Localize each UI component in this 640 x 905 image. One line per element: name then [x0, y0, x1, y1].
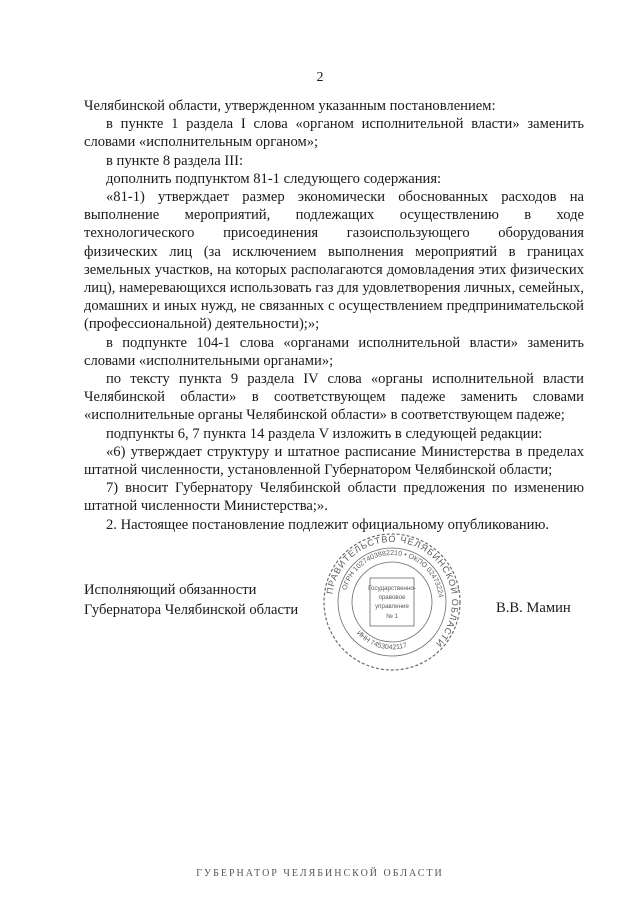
- page-number: 2: [316, 70, 324, 85]
- seal-inn-text: ИНН 7453042117: [355, 629, 408, 652]
- seal-center-line: управление: [375, 603, 409, 610]
- seal-ogrn-text: ОГРН 1027403882210 • ОКПО 02473224: [341, 549, 444, 598]
- paragraph: подпункты 6, 7 пункта 14 раздела V изложить в следующей редакции:: [106, 425, 543, 442]
- paragraph: «81-1) утверждает размер экономически обоснованных расходов на выполнение мероприятий, подлежащих осуществлению в ходе технологического присоединения газоиспользующего оборудования физических лиц (за исключением выполнения мероприятий в границах земельных участков, на которых располагаются домовладения этих физических лиц), намеревающихся использовать газ для удовлетворения личных, семейных, домашних и иных нужд, не связанных с осуществлением предпринимательской (профессиональной) деятельности);»;: [84, 189, 584, 333]
- signature-position-line: Исполняющий обязанности: [84, 582, 257, 598]
- paragraph: в пункте 1 раздела I слова «органом исполнительной власти» заменить словами «исполнительным органом»;: [84, 116, 584, 151]
- seal-center-line: № 1: [386, 613, 398, 620]
- seal-center-line: Государственно-: [368, 585, 416, 592]
- paragraph: в пункте 8 раздела III:: [106, 152, 244, 169]
- paragraph: по тексту пункта 9 раздела IV слова «органы исполнительной власти Челябинской области» в соответствующем падеже заменить словами «исполнительные органы Челябинской области» в соответствующем падеже;: [84, 371, 584, 424]
- document-body: [84, 97, 584, 534]
- paragraph: дополнить подпунктом 81-1 следующего содержания:: [106, 170, 442, 187]
- paragraph: «6) утверждает структуру и штатное расписание Министерства в пределах штатной численности, установленной Губернатором Челябинской области;: [84, 443, 584, 479]
- seal-ring: [338, 548, 446, 656]
- signature-name: В.В. Мамин: [496, 600, 571, 616]
- seal-inner-ring: [352, 562, 432, 642]
- signature-position: [84, 580, 298, 620]
- official-seal: [322, 532, 462, 672]
- footer-label: ГУБЕРНАТОР ЧЕЛЯБИНСКОЙ ОБЛАСТИ: [196, 868, 444, 879]
- paragraph: в подпункте 104-1 слова «органами исполнительной власти» заменить словами «исполнительными органами»;: [84, 334, 584, 369]
- paragraph: 7) вносит Губернатору Челябинской области предложения по изменению штатной численности Министерства;».: [84, 480, 584, 515]
- signature-position-line: Губернатора Челябинской области: [84, 602, 299, 618]
- seal-center-line: правовое: [378, 594, 406, 601]
- paragraph: 2. Настоящее постановление подлежит официальному опубликованию.: [106, 516, 550, 533]
- paragraph: Челябинской области, утвержденном указанным постановлением:: [84, 98, 496, 114]
- seal-outer-text: ПРАВИТЕЛЬСТВО ЧЕЛЯБИНСКОЙ ОБЛАСТИ: [324, 533, 461, 650]
